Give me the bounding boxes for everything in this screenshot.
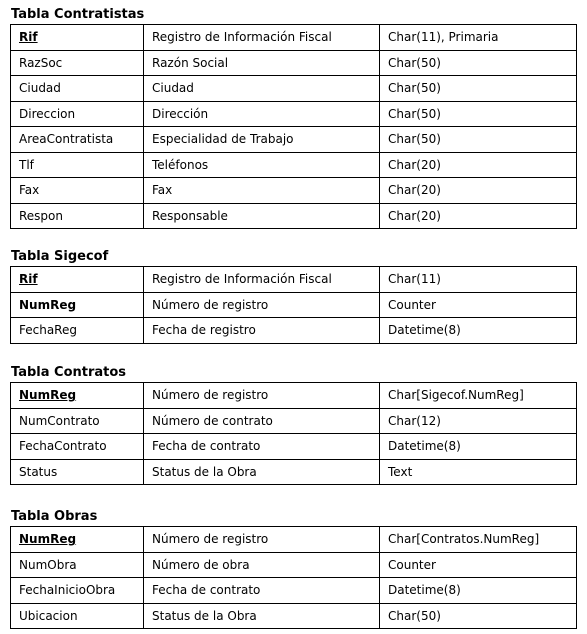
field-description-cell	[144, 459, 380, 485]
field-description-text: Registro de Información Fiscal	[152, 30, 332, 45]
field-type-cell	[380, 318, 577, 344]
field-description-cell	[144, 127, 380, 153]
field-description-text: Status de la Obra	[152, 464, 257, 479]
field-description-cell	[144, 267, 380, 293]
field-name-cell	[11, 76, 144, 102]
field-type-cell	[380, 552, 577, 578]
field-type-text: Text	[388, 464, 413, 479]
field-type-text: Char(50)	[388, 55, 441, 70]
field-description-text: Especialidad de Trabajo	[152, 132, 294, 147]
field-description-cell	[144, 603, 380, 629]
schema-table	[10, 24, 577, 229]
field-type-text: Counter	[388, 297, 436, 312]
field-name-cell	[11, 603, 144, 629]
field-type-cell	[380, 152, 577, 178]
field-description-text: Número de registro	[152, 388, 269, 403]
field-name-text: Rif	[19, 30, 38, 45]
table-row	[11, 434, 577, 460]
field-name-cell	[11, 408, 144, 434]
field-type-text: Char(11)	[388, 272, 441, 287]
field-name-text: Respon	[19, 208, 63, 223]
table-row	[11, 178, 577, 204]
table-row	[11, 152, 577, 178]
field-type-text: Char[Sigecof.NumReg]	[388, 388, 524, 403]
field-description-cell	[144, 292, 380, 318]
field-type-text: Datetime(8)	[388, 439, 461, 454]
field-type-cell	[380, 267, 577, 293]
field-description-text: Número de contrato	[152, 413, 273, 428]
table-row	[11, 292, 577, 318]
field-name-text: Tlf	[19, 157, 34, 172]
field-name-text: FechaReg	[19, 323, 77, 338]
field-type-cell	[380, 383, 577, 409]
field-name-text: Ubicacion	[19, 608, 78, 623]
field-type-cell	[380, 434, 577, 460]
field-name-text: NumContrato	[19, 413, 100, 428]
table-title: Tabla Sigecof	[11, 249, 109, 264]
table-row	[11, 552, 577, 578]
field-type-cell	[380, 408, 577, 434]
field-name-cell	[11, 267, 144, 293]
table-title: Tabla Obras	[11, 509, 98, 524]
table-section-tabla-sigecof	[10, 248, 577, 344]
field-type-text: Char(20)	[388, 183, 441, 198]
field-description-text: Fecha de registro	[152, 323, 256, 338]
field-name-cell	[11, 292, 144, 318]
field-name-cell	[11, 127, 144, 153]
table-row	[11, 203, 577, 229]
field-type-text: Char(50)	[388, 106, 441, 121]
field-type-text: Char(12)	[388, 413, 441, 428]
field-type-cell	[380, 101, 577, 127]
table-row	[11, 603, 577, 629]
field-description-text: Número de registro	[152, 532, 269, 547]
field-description-text: Ciudad	[152, 81, 194, 96]
table-row	[11, 459, 577, 485]
field-description-cell	[144, 434, 380, 460]
field-name-text: Direccion	[19, 106, 76, 121]
field-name-text: NumReg	[19, 532, 77, 547]
field-type-text: Counter	[388, 557, 436, 572]
table-row	[11, 383, 577, 409]
field-name-text: NumReg	[19, 388, 77, 403]
field-name-text: Rif	[19, 272, 38, 287]
field-description-cell	[144, 578, 380, 604]
table-title: Tabla Contratistas	[11, 7, 145, 22]
field-name-cell	[11, 527, 144, 553]
field-type-cell	[380, 527, 577, 553]
field-description-cell	[144, 50, 380, 76]
table-row	[11, 267, 577, 293]
field-name-cell	[11, 203, 144, 229]
field-type-cell	[380, 292, 577, 318]
field-type-cell	[380, 578, 577, 604]
field-description-text: Fecha de contrato	[152, 439, 261, 454]
field-description-text: Dirección	[152, 106, 209, 121]
field-type-cell	[380, 459, 577, 485]
field-description-cell	[144, 203, 380, 229]
field-type-text: Char(50)	[388, 608, 441, 623]
field-name-cell	[11, 152, 144, 178]
field-description-cell	[144, 318, 380, 344]
field-name-cell	[11, 318, 144, 344]
field-name-text: RazSoc	[19, 55, 63, 70]
field-name-cell	[11, 459, 144, 485]
field-type-text: Char(50)	[388, 81, 441, 96]
table-row	[11, 76, 577, 102]
table-row	[11, 25, 577, 51]
table-row	[11, 408, 577, 434]
table-row	[11, 578, 577, 604]
field-description-text: Número de obra	[152, 557, 250, 572]
field-type-text: Datetime(8)	[388, 323, 461, 338]
table-row	[11, 527, 577, 553]
field-description-cell	[144, 552, 380, 578]
field-description-text: Registro de Información Fiscal	[152, 272, 332, 287]
field-description-text: Fecha de contrato	[152, 583, 261, 598]
field-name-text: Fax	[19, 183, 40, 198]
field-name-cell	[11, 552, 144, 578]
field-name-text: Ciudad	[19, 81, 61, 96]
field-name-text: FechaInicioObra	[19, 583, 116, 598]
field-name-cell	[11, 101, 144, 127]
field-description-cell	[144, 76, 380, 102]
field-type-cell	[380, 178, 577, 204]
field-description-text: Fax	[152, 183, 173, 198]
field-description-cell	[144, 408, 380, 434]
schema-table	[10, 266, 577, 344]
field-type-text: Char(20)	[388, 208, 441, 223]
field-description-cell	[144, 101, 380, 127]
field-name-text: FechaContrato	[19, 439, 107, 454]
field-type-text: Char(11), Primaria	[388, 30, 499, 45]
field-description-cell	[144, 25, 380, 51]
field-type-text: Char(50)	[388, 132, 441, 147]
field-type-cell	[380, 127, 577, 153]
field-name-cell	[11, 383, 144, 409]
field-description-text: Teléfonos	[152, 157, 209, 172]
field-type-cell	[380, 76, 577, 102]
table-row	[11, 101, 577, 127]
table-row	[11, 50, 577, 76]
schema-table	[10, 526, 577, 629]
field-type-cell	[380, 603, 577, 629]
field-name-cell	[11, 25, 144, 51]
field-type-text: Datetime(8)	[388, 583, 461, 598]
table-section-tabla-obras	[10, 508, 577, 629]
field-name-text: Status	[19, 464, 58, 479]
field-name-cell	[11, 434, 144, 460]
table-row	[11, 127, 577, 153]
schema-table	[10, 382, 577, 485]
field-description-text: Status de la Obra	[152, 608, 257, 623]
table-row	[11, 318, 577, 344]
field-description-text: Número de registro	[152, 297, 269, 312]
field-description-text: Responsable	[152, 208, 228, 223]
field-name-text: NumObra	[19, 557, 77, 572]
field-description-cell	[144, 152, 380, 178]
field-description-cell	[144, 383, 380, 409]
field-description-text: Razón Social	[152, 55, 229, 70]
field-name-cell	[11, 578, 144, 604]
field-type-cell	[380, 50, 577, 76]
field-name-text: AreaContratista	[19, 132, 114, 147]
table-section-tabla-contratos	[10, 364, 577, 485]
table-title: Tabla Contratos	[11, 365, 127, 380]
field-name-cell	[11, 50, 144, 76]
field-description-cell	[144, 178, 380, 204]
field-type-cell	[380, 25, 577, 51]
field-description-cell	[144, 527, 380, 553]
field-name-text: NumReg	[19, 297, 77, 312]
field-name-cell	[11, 178, 144, 204]
field-type-text: Char[Contratos.NumReg]	[388, 532, 540, 547]
table-section-tabla-contratistas	[10, 6, 577, 229]
field-type-text: Char(20)	[388, 157, 441, 172]
field-type-cell	[380, 203, 577, 229]
